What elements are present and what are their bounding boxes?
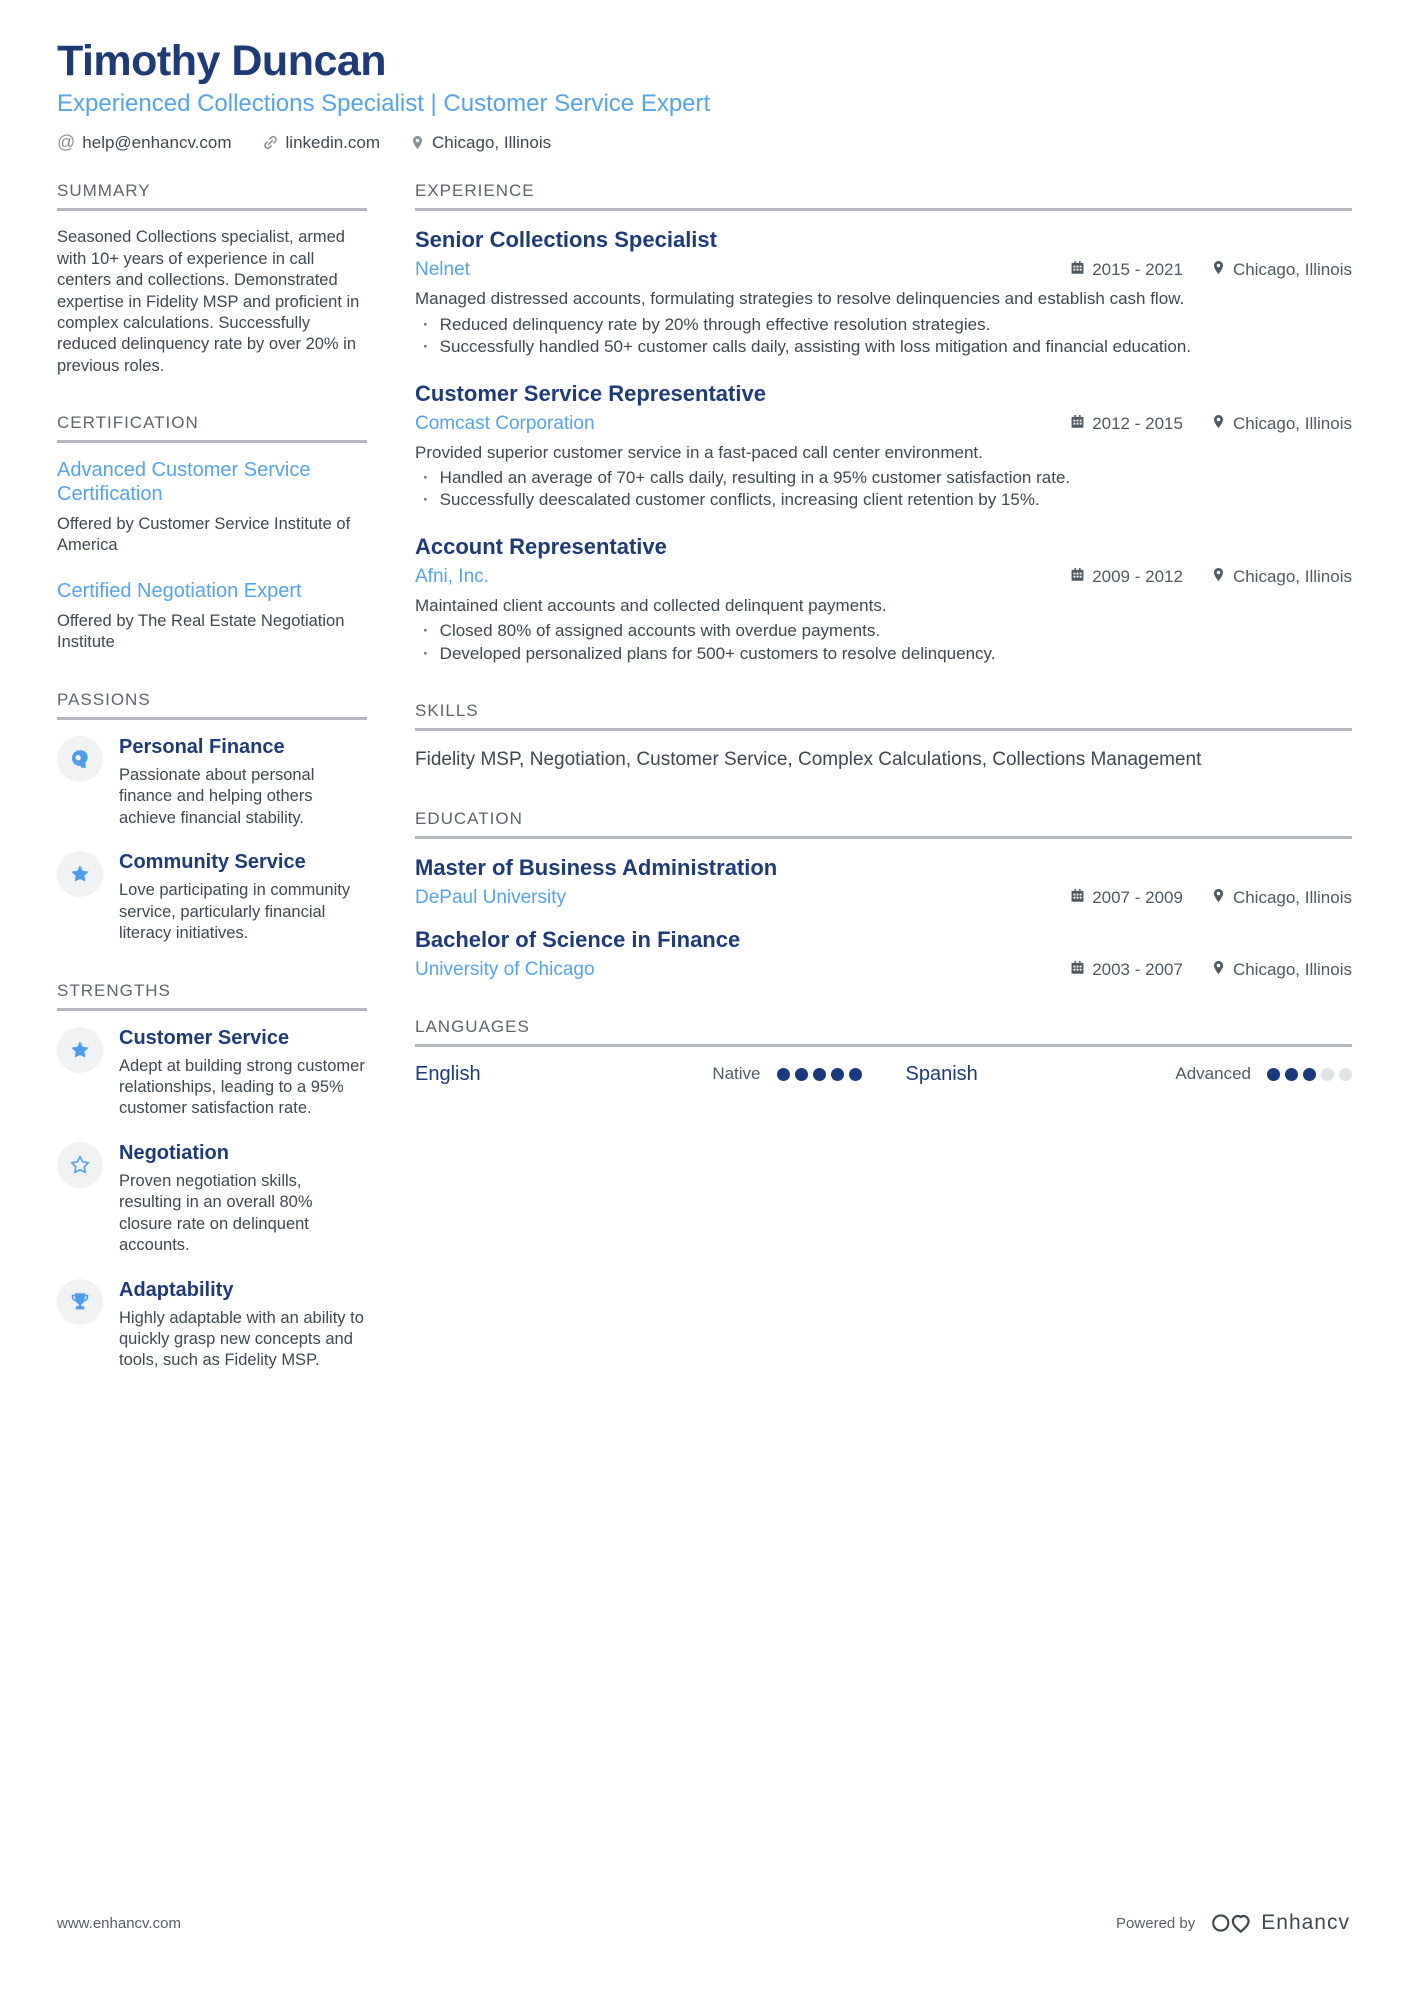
passion-desc: Love participating in community service, particularly financial literacy initiatives. (119, 881, 351, 943)
date-range-text: 2015 - 2021 (1092, 260, 1183, 280)
school-location-text: Chicago, Illinois (1232, 887, 1352, 907)
mind-icon (57, 736, 103, 782)
location-icon (1211, 260, 1226, 280)
email-icon: @ (57, 132, 76, 153)
calendar-icon (1070, 960, 1085, 980)
language-level-dots (1267, 1068, 1352, 1081)
contact-row (57, 132, 1352, 153)
contact-location-text: Chicago, Illinois (432, 132, 552, 152)
job-bullet: · Successfully deescalated customer conflicts, increasing client retention by 15%. (423, 489, 1352, 511)
degree-title: Master of Business Administration (415, 854, 778, 880)
job-bullet: · Developed personalized plans for 500+ customers to resolve delinquency. (423, 643, 1352, 665)
summary-text: Seasoned Collections specialist, armed with 10+ years of experience in call centers and collections. Demonstrated expertise in Fidelity MSP and proficient in complex calculations. Successfully reduced delinquency rate by over 20% in previous roles. (57, 228, 360, 375)
passion-item (57, 736, 367, 829)
contact-email[interactable] (57, 132, 232, 153)
certification-heading: CERTIFICATION (57, 413, 367, 443)
strength-desc: Proven negotiation skills, resulting in an overall 80% closure rate on delinquent accounts. (119, 1171, 313, 1255)
company-name[interactable]: Afni, Inc. (415, 565, 489, 587)
date-range-text: 2003 - 2007 (1092, 959, 1183, 979)
experience-entry (415, 227, 1352, 358)
strength-desc: Highly adaptable with an ability to quickly grasp new concepts and tools, such as Fidelity MSP. (119, 1308, 364, 1370)
section-passions (57, 690, 367, 945)
experience-heading: EXPERIENCE (415, 181, 1352, 211)
experience-entry (415, 534, 1352, 665)
strength-title: Adaptability (119, 1278, 234, 1301)
location-icon (1211, 960, 1226, 980)
language-level: Advanced (1175, 1064, 1251, 1084)
job-bullets (415, 467, 1352, 512)
date-range (1070, 960, 1183, 980)
date-range (1070, 414, 1183, 434)
school-location (1211, 960, 1352, 980)
section-education (415, 809, 1352, 981)
person-headline: Experienced Collections Specialist | Customer Service Expert (57, 90, 711, 118)
strength-title: Negotiation (119, 1141, 229, 1164)
date-range-text: 2012 - 2015 (1092, 413, 1183, 433)
date-range (1070, 567, 1183, 587)
school-name[interactable]: DePaul University (415, 886, 566, 908)
languages-heading: LANGUAGES (415, 1017, 1352, 1047)
left-column (57, 181, 367, 1408)
language-item (415, 1063, 862, 1086)
right-column (415, 181, 1352, 1408)
job-bullet: · Closed 80% of assigned accounts with overdue payments. (423, 620, 1352, 642)
footer-site-link[interactable]: www.enhancv.com (57, 1914, 181, 1932)
job-bullets (415, 620, 1352, 665)
education-entry (415, 855, 1352, 909)
strength-desc: Adept at building strong customer relationships, leading to a 95% customer satisfaction rate. (119, 1056, 365, 1118)
education-heading: EDUCATION (415, 809, 1352, 839)
passion-title: Community Service (119, 851, 306, 874)
contact-email-text: help@enhancv.com (82, 132, 232, 152)
job-location (1211, 414, 1352, 434)
experience-entry (415, 381, 1352, 512)
contact-linkedin-text: linkedin.com (285, 132, 381, 152)
section-languages (415, 1017, 1352, 1086)
link-icon (262, 134, 279, 151)
language-level: Native (712, 1064, 761, 1084)
calendar-icon (1070, 414, 1085, 434)
job-summary: Managed distressed accounts, formulating strategies to resolve delinquencies and establish cash flow. (415, 289, 1185, 309)
calendar-icon (1070, 260, 1085, 280)
job-location-text: Chicago, Illinois (1232, 413, 1352, 433)
section-certification (57, 413, 367, 654)
job-bullets (415, 314, 1352, 359)
location-icon (1211, 414, 1226, 434)
passion-desc: Passionate about personal finance and helping others achieve financial stability. (119, 765, 315, 827)
job-title: Senior Collections Specialist (415, 227, 717, 253)
star-outline-icon (57, 1142, 103, 1188)
job-summary: Provided superior customer service in a fast-paced call center environment. (415, 442, 983, 462)
language-item (906, 1063, 1353, 1086)
certification-title[interactable]: Advanced Customer Service Certification (57, 459, 311, 505)
company-name[interactable]: Nelnet (415, 259, 470, 281)
powered-by[interactable] (1116, 1909, 1350, 1937)
date-range (1070, 888, 1183, 908)
strength-item (57, 1027, 367, 1120)
certification-item (57, 459, 367, 556)
location-icon (1211, 567, 1226, 587)
certification-desc: Offered by The Real Estate Negotiation Institute (57, 612, 345, 652)
date-range-text: 2009 - 2012 (1092, 566, 1183, 586)
company-name[interactable]: Comcast Corporation (415, 412, 595, 434)
certification-title[interactable]: Certified Negotiation Expert (57, 580, 302, 603)
school-name[interactable]: University of Chicago (415, 958, 595, 980)
star-icon (57, 1027, 103, 1073)
job-bullet: · Reduced delinquency rate by 20% through effective resolution strategies. (423, 314, 1352, 336)
section-skills (415, 701, 1352, 773)
job-location (1211, 260, 1352, 280)
language-name: English (415, 1062, 481, 1085)
language-name: Spanish (905, 1062, 978, 1085)
job-location-text: Chicago, Illinois (1232, 566, 1352, 586)
contact-location (410, 133, 551, 153)
location-icon (1211, 888, 1226, 908)
calendar-icon (1070, 567, 1085, 587)
certification-desc: Offered by Customer Service Institute of America (57, 514, 351, 554)
certification-item (57, 580, 367, 653)
job-location (1211, 567, 1352, 587)
section-experience (415, 181, 1352, 665)
trophy-icon (57, 1279, 103, 1325)
date-range-text: 2007 - 2009 (1092, 887, 1183, 907)
job-summary: Maintained client accounts and collected delinquent payments. (415, 595, 887, 615)
resume-header (57, 38, 1352, 153)
enhancv-logo (1209, 1909, 1350, 1937)
brand-name: Enhancv (1261, 1911, 1350, 1934)
calendar-icon (1070, 888, 1085, 908)
strength-item (57, 1142, 367, 1257)
star-icon (57, 851, 103, 897)
page-footer (57, 1909, 1350, 1937)
job-bullet: · Handled an average of 70+ calls daily, resulting in a 95% customer satisfaction rate. (423, 467, 1352, 489)
job-title: Account Representative (415, 533, 667, 559)
skills-list: Fidelity MSP, Negotiation, Customer Service, Complex Calculations, Collections Management (415, 749, 1202, 771)
school-location-text: Chicago, Illinois (1232, 959, 1352, 979)
job-bullet: · Successfully handled 50+ customer calls daily, assisting with loss mitigation and financial education. (423, 336, 1352, 358)
strength-title: Customer Service (119, 1026, 290, 1049)
passion-item (57, 851, 367, 944)
date-range (1070, 260, 1183, 280)
school-location (1211, 888, 1352, 908)
location-icon (410, 135, 425, 150)
passions-heading: PASSIONS (57, 690, 367, 720)
strength-item (57, 1279, 367, 1372)
strengths-heading: STRENGTHS (57, 981, 367, 1011)
job-location-text: Chicago, Illinois (1232, 260, 1352, 280)
section-summary (57, 181, 367, 377)
degree-title: Bachelor of Science in Finance (415, 926, 741, 952)
job-title: Customer Service Representative (415, 380, 766, 406)
contact-linkedin[interactable] (262, 133, 381, 153)
section-strengths (57, 981, 367, 1372)
powered-by-label: Powered by (1116, 1914, 1196, 1932)
summary-heading: SUMMARY (57, 181, 367, 211)
skills-heading: SKILLS (415, 701, 1352, 731)
education-entry (415, 927, 1352, 981)
passion-title: Personal Finance (119, 735, 285, 758)
language-level-dots (777, 1068, 862, 1081)
person-name: Timothy Duncan (57, 37, 387, 85)
